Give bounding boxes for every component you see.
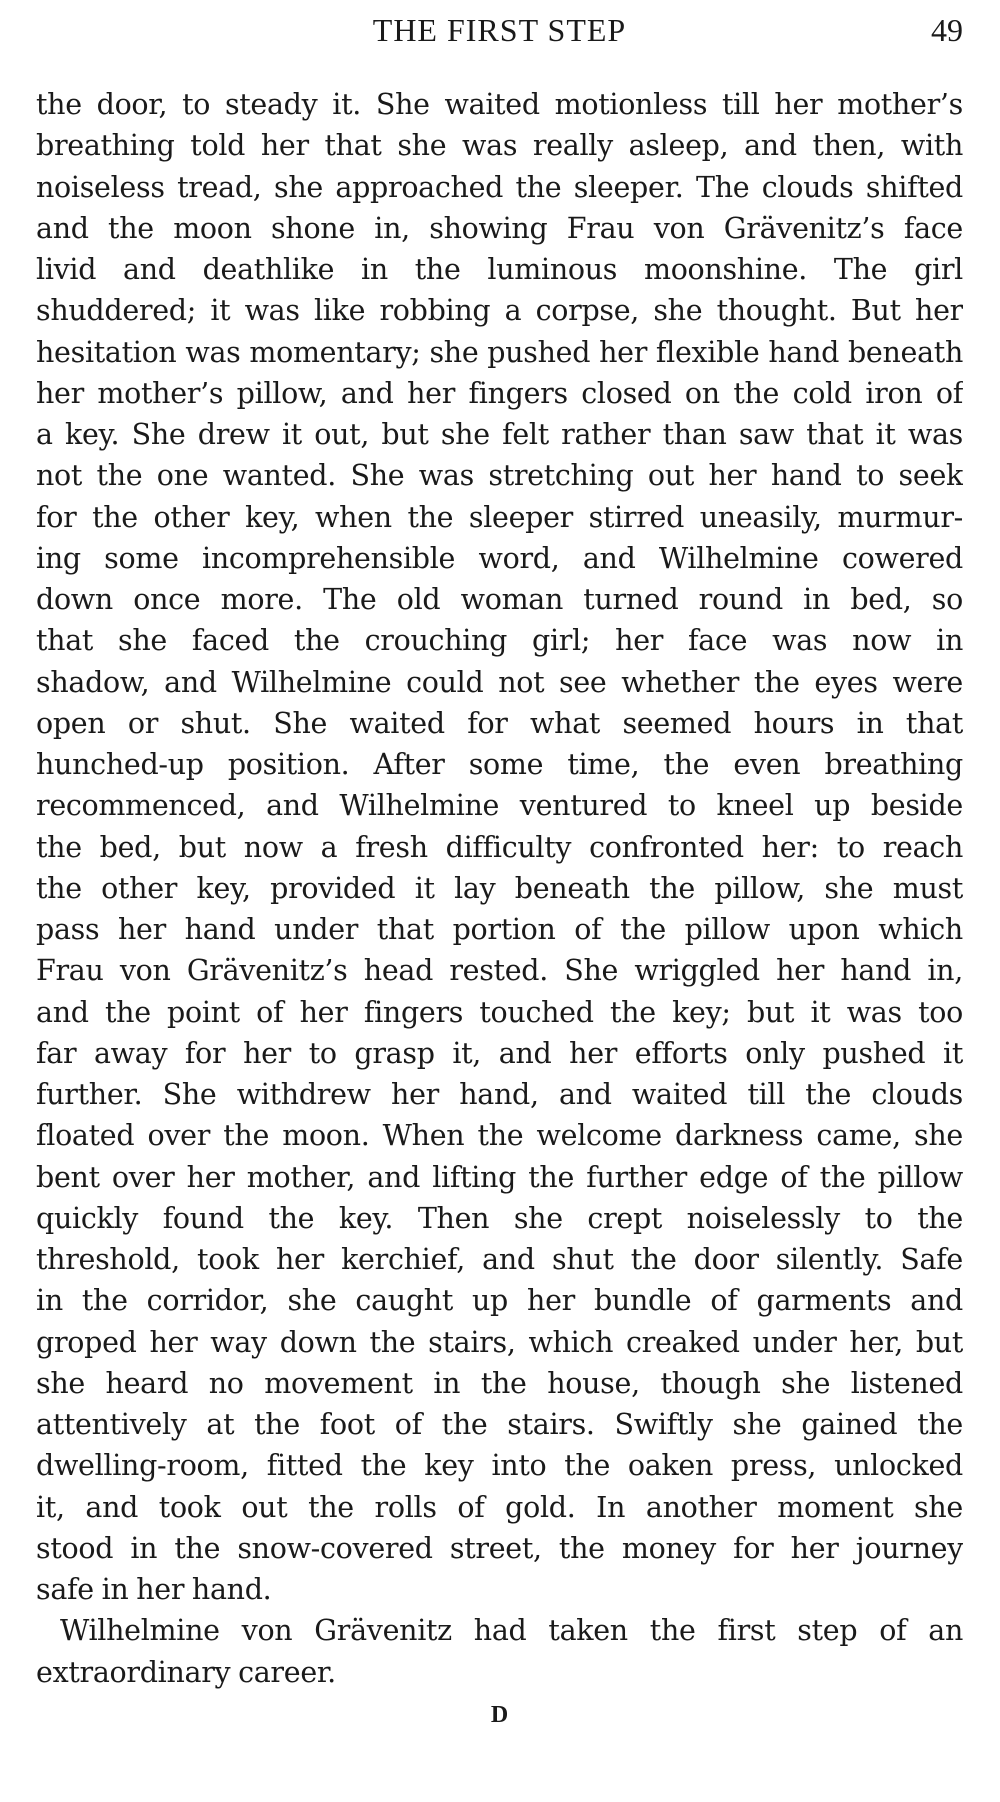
text-line: pass her hand under that portion of the pillow upon which bbox=[36, 913, 963, 946]
text-line: noiseless tread, she approached the sleeper. The clouds shifted bbox=[36, 170, 963, 204]
text-line: hunched-up position. After some time, the even breathing bbox=[36, 748, 963, 781]
text-line: and the moon shone in, showing Frau von Grävenitz’s face bbox=[36, 211, 963, 245]
running-head bbox=[36, 10, 963, 54]
text-line: open or shut. She waited for what seemed hours in that bbox=[36, 706, 963, 740]
text-line: livid and deathlike in the luminous moonshine. The girl bbox=[36, 253, 963, 286]
page-number: 49 bbox=[931, 12, 963, 48]
text-line: shuddered; it was like robbing a corpse, she thought. But her bbox=[36, 294, 963, 328]
text-line: in the corridor, she caught up her bundle of garments and bbox=[36, 1284, 963, 1318]
paragraph-end-line: safe in her hand. bbox=[36, 1573, 272, 1606]
text-line: stood in the snow-covered street, the money for her journey bbox=[36, 1531, 963, 1565]
text-line: breathing told her that she was really asleep, and then, with bbox=[36, 129, 963, 163]
text-line: it, and took out the rolls of gold. In another moment she bbox=[36, 1490, 963, 1524]
text-line: recommenced, and Wilhelmine ventured to kneel up beside bbox=[36, 789, 963, 823]
paragraph-end-line: extraordinary career. bbox=[36, 1655, 336, 1689]
text-line: attentively at the foot of the stairs. Swiftly she gained the bbox=[36, 1408, 963, 1441]
text-line: she heard no movement in the house, though she listened bbox=[36, 1366, 963, 1400]
signature-mark: D bbox=[490, 1702, 509, 1728]
text-line: that she faced the crouching girl; her face was now in bbox=[36, 624, 963, 658]
text-line: down once more. The old woman turned round in bed, so bbox=[36, 583, 963, 616]
text-line: dwelling-room, fitted the key into the oaken press, unlocked bbox=[36, 1449, 963, 1483]
text-line: her mother’s pillow, and her fingers closed on the cold iron of bbox=[36, 376, 963, 410]
text-line: a key. She drew it out, but she felt rather than saw that it was bbox=[36, 418, 963, 451]
text-line: and the point of her fingers touched the key; but it was too bbox=[36, 995, 963, 1029]
text-line: shadow, and Wilhelmine could not see whether the eyes were bbox=[36, 665, 963, 699]
running-title: THE FIRST STEP bbox=[372, 12, 627, 48]
book-page bbox=[36, 0, 963, 1802]
text-line: ing some incomprehensible word, and Wilhelmine cowered bbox=[36, 541, 963, 575]
text-line: further. She withdrew her hand, and waited till the clouds bbox=[36, 1078, 963, 1111]
text-line: far away for her to grasp it, and her efforts only pushed it bbox=[36, 1036, 963, 1070]
text-line: quickly found the key. Then she crept noiselessly to the bbox=[36, 1201, 963, 1235]
text-line: the bed, but now a fresh difficulty confronted her: to reach bbox=[36, 830, 963, 864]
text-line: the other key, provided it lay beneath the pillow, she must bbox=[36, 871, 963, 905]
text-line: for the other key, when the sleeper stirred uneasily, murmur- bbox=[36, 500, 963, 534]
text-line: not the one wanted. She was stretching out her hand to seek bbox=[36, 459, 963, 493]
text-line: the door, to steady it. She waited motionless till her mother’s bbox=[36, 88, 963, 121]
paragraph-first-line: Wilhelmine von Grävenitz had taken the first step of an bbox=[60, 1614, 963, 1648]
body-text bbox=[36, 84, 963, 1693]
text-line: groped her way down the stairs, which creaked under her, but bbox=[36, 1325, 963, 1359]
text-line: floated over the moon. When the welcome darkness came, she bbox=[36, 1119, 963, 1153]
text-line: bent over her mother, and lifting the further edge of the pillow bbox=[36, 1160, 963, 1194]
text-line: Frau von Grävenitz’s head rested. She wriggled her hand in, bbox=[36, 954, 963, 988]
text-line: threshold, took her kerchief, and shut the door silently. Safe bbox=[36, 1243, 963, 1276]
text-line: hesitation was momentary; she pushed her flexible hand beneath bbox=[36, 335, 963, 369]
